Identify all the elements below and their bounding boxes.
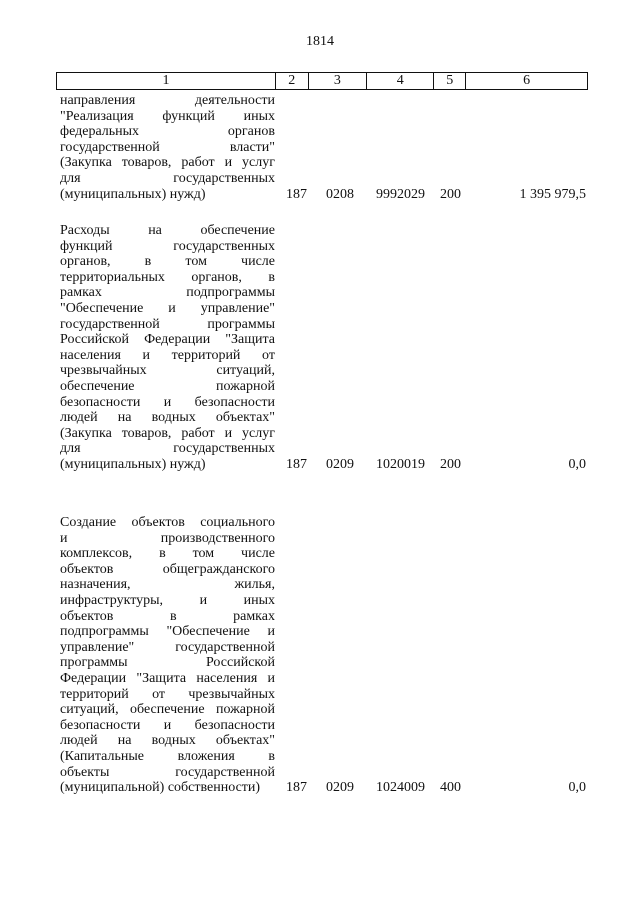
description-line: "Обеспечение и управление" bbox=[60, 300, 275, 316]
description-line: для государственных bbox=[60, 170, 275, 186]
description-line: государственной власти" bbox=[60, 139, 275, 155]
description-line: инфраструктуры, и иных bbox=[60, 592, 275, 608]
description-line: программы Российской bbox=[60, 655, 275, 671]
description-line: безопасности и безопасности bbox=[60, 394, 275, 410]
table-row bbox=[60, 515, 586, 796]
description-line: государственной программы bbox=[60, 316, 275, 332]
description-line: территориальных органов, в bbox=[60, 269, 275, 285]
description-line: рамках подпрограммы bbox=[60, 285, 275, 301]
description-line: комплексов, в том числе bbox=[60, 546, 275, 562]
section-code: 0208 bbox=[326, 186, 354, 202]
page-number: 1814 bbox=[306, 34, 334, 49]
description-line: (Закупка товаров, работ и услуг bbox=[60, 425, 275, 441]
description-line: безопасности и безопасности bbox=[60, 717, 275, 733]
row-description bbox=[60, 223, 275, 473]
description-line: для государственных bbox=[60, 441, 275, 457]
description-line: объектов в рамках bbox=[60, 608, 275, 624]
description-line: Федерации "Защита населения и bbox=[60, 670, 275, 686]
description-line: органов, в том числе bbox=[60, 254, 275, 270]
section-code: 0209 bbox=[326, 456, 354, 472]
ministry-code: 187 bbox=[286, 456, 307, 472]
section-code: 0209 bbox=[326, 780, 354, 796]
ministry-code: 187 bbox=[286, 186, 307, 202]
description-line: чрезвычайных ситуаций, bbox=[60, 363, 275, 379]
description-line: и производственного bbox=[60, 530, 275, 546]
description-line: "Реализация функций иных bbox=[60, 108, 275, 124]
header-col-2: 2 bbox=[275, 73, 308, 89]
description-line: назначения, жилья, bbox=[60, 577, 275, 593]
row-description bbox=[60, 93, 275, 202]
expense-type-code: 200 bbox=[440, 456, 461, 472]
description-line: обеспечение пожарной bbox=[60, 378, 275, 394]
description-line: (Закупка товаров, работ и услуг bbox=[60, 155, 275, 171]
table-row bbox=[60, 223, 586, 473]
description-line: функций государственных bbox=[60, 238, 275, 254]
description-line: Российской Федерации "Защита bbox=[60, 332, 275, 348]
header-col-5: 5 bbox=[433, 73, 465, 89]
header-col-1: 1 bbox=[162, 73, 170, 88]
header-col-4: 4 bbox=[366, 73, 433, 89]
description-line: людей на водных объектах" bbox=[60, 733, 275, 749]
expense-type-code: 200 bbox=[440, 186, 461, 202]
target-item-code: 9992029 bbox=[376, 186, 425, 202]
description-line: направления деятельности bbox=[60, 93, 275, 108]
description-line: населения и территорий от bbox=[60, 347, 275, 363]
table-row bbox=[60, 93, 586, 202]
description-line: управление" государственной bbox=[60, 639, 275, 655]
header-col-6: 6 bbox=[465, 73, 587, 89]
description-line: людей на водных объектах" bbox=[60, 410, 275, 426]
target-item-code: 1020019 bbox=[376, 456, 425, 472]
table-header bbox=[56, 72, 588, 90]
description-line: (муниципальных) нужд) bbox=[60, 186, 206, 202]
description-line: Расходы на обеспечение bbox=[60, 223, 275, 238]
description-line: (муниципальных) нужд) bbox=[60, 456, 206, 472]
expense-type-code: 400 bbox=[440, 780, 461, 796]
header-col-3: 3 bbox=[308, 73, 366, 89]
description-line: объекты государственной bbox=[60, 764, 275, 780]
amount: 0,0 bbox=[568, 780, 586, 796]
description-line: территорий от чрезвычайных bbox=[60, 686, 275, 702]
target-item-code: 1024009 bbox=[376, 780, 425, 796]
description-line: (Капитальные вложения в bbox=[60, 748, 275, 764]
ministry-code: 187 bbox=[286, 780, 307, 796]
description-line: (муниципальной) собственности) bbox=[60, 780, 261, 796]
description-line: объектов общегражданского bbox=[60, 561, 275, 577]
description-line: Создание объектов социального bbox=[60, 515, 275, 530]
description-line: подпрограммы "Обеспечение и bbox=[60, 624, 275, 640]
description-line: ситуаций, обеспечение пожарной bbox=[60, 702, 275, 718]
row-description bbox=[60, 515, 275, 796]
amount: 1 395 979,5 bbox=[519, 186, 586, 202]
amount: 0,0 bbox=[568, 456, 586, 472]
description-line: федеральных органов bbox=[60, 124, 275, 140]
